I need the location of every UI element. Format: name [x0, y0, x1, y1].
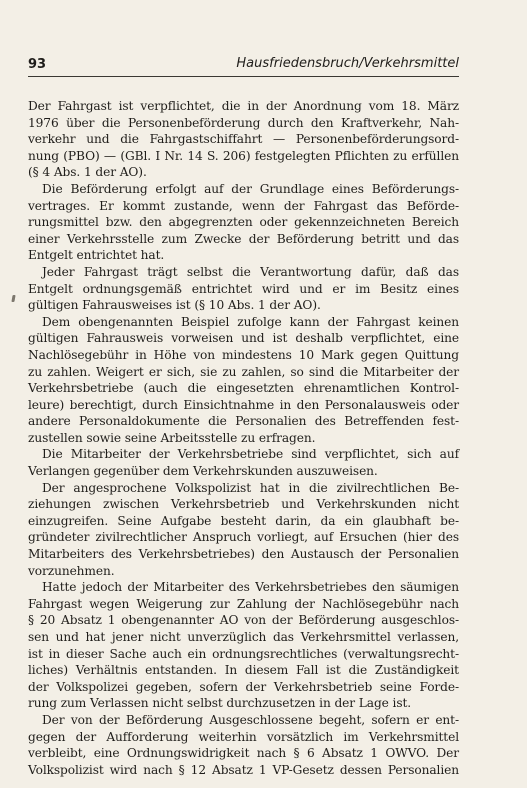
text-line: einzugreifen. Seine Aufgabe besteht darin, da ein glaubhaft be-	[28, 513, 459, 528]
text-line: 1976 über die Personenbeförderung durch den Kraftverkehr, Nah-	[28, 115, 459, 130]
text-line: ziehungen zwischen Verkehrsbetrieb und Verkehrskunden nicht	[28, 497, 459, 512]
paragraph	[28, 579, 459, 712]
text-line: Die Beförderung erfolgt auf der Grundlage eines Beförderungs-	[42, 181, 459, 196]
text-line: gültigen Fahrausweis vorweisen und ist deshalb verpflichtet, eine	[28, 331, 459, 346]
text-line: Dem obengenannten Beispiel zufolge kann der Fahrgast keinen	[42, 314, 459, 329]
text-line: Entgelt entrichtet hat.	[28, 248, 165, 263]
text-line: Fahrgast wegen Weigerung zur Zahlung der Nachlösegebühr nach	[28, 596, 459, 611]
paragraph	[28, 181, 459, 264]
text-line: sen und hat jener nicht unverzüglich das Verkehrsmittel verlassen,	[28, 630, 459, 644]
text-line: vorzunehmen.	[28, 563, 115, 578]
text-line: rungsmittel bzw. den abgegrenzten oder gekennzeichneten Bereich	[28, 215, 459, 230]
text-line: Die Mitarbeiter der Verkehrsbetriebe sind verpflichtet, sich auf	[42, 447, 459, 462]
text-line: einer Verkehrsstelle zum Zwecke der Beförderung betritt und das	[28, 231, 459, 246]
text-line: Hatte jedoch der Mitarbeiter des Verkehrsbetriebes den säumigen	[42, 580, 459, 595]
text-line: leure) berechtigt, durch Einsichtnahme in den Personalausweis oder	[28, 397, 459, 412]
page-number: 93	[28, 57, 47, 72]
paragraph	[28, 480, 459, 580]
text-line: zustellen sowie seine Arbeitsstelle zu erfragen.	[28, 430, 316, 445]
body-text	[28, 98, 459, 778]
paragraph	[28, 264, 459, 314]
text-line: nung (PBO) — (GBl. I Nr. 14 S. 206) festgelegten Pflichten zu erfüllen	[28, 148, 459, 163]
text-line: Verlangen gegenüber dem Verkehrskunden auszuweisen.	[28, 464, 378, 479]
text-line: gegen der Aufforderung weiterhin vorsätzlich im Verkehrsmittel	[28, 729, 459, 744]
paragraph	[28, 98, 459, 181]
text-line: Volkspolizist wird nach § 12 Absatz 1 VP-Gesetz dessen Personalien	[28, 762, 459, 777]
text-line: Der von der Beförderung Ausgeschlossene begeht, sofern er ent-	[42, 712, 459, 727]
margin-mark	[11, 295, 15, 302]
text-line: Nachlösegebühr in Höhe von mindestens 10 Mark gegen Quittung	[28, 347, 459, 362]
text-line: § 20 Absatz 1 obengenannter AO von der Beförderung ausgeschlos-	[28, 613, 459, 628]
text-line: verbleibt, eine Ordnungswidrigkeit nach § 6 Absatz 1 OWVO. Der	[28, 746, 459, 761]
text-line: Jeder Fahrgast trägt selbst die Verantwortung dafür, daß das	[42, 264, 459, 279]
text-line: vertrages. Er kommt zustande, wenn der Fahrgast das Beförde-	[28, 198, 459, 213]
text-line: ist in dieser Sache auch ein ordnungsrechtliches (verwaltungsrecht-	[28, 646, 459, 661]
text-line: Entgelt ordnungsgemäß entrichtet wird und er im Besitz eines	[28, 281, 459, 296]
text-line: Der Fahrgast ist verpflichtet, die in der Anordnung vom 18. März	[28, 99, 459, 113]
paragraph	[28, 446, 459, 479]
text-line: zu zahlen. Weigert er sich, sie zu zahlen, so sind die Mitarbeiter der	[28, 364, 459, 379]
text-line: andere Personaldokumente die Personalien des Betreffenden fest-	[28, 414, 459, 429]
text-line: gültigen Fahrausweises ist (§ 10 Abs. 1 der AO).	[28, 298, 321, 313]
text-line: Mitarbeiters des Verkehrsbetriebes) den Austausch der Personalien	[28, 547, 459, 562]
running-head	[28, 56, 459, 77]
text-line: rung zum Verlassen nicht selbst durchzusetzen in der Lage ist.	[28, 696, 412, 711]
section-title: Hausfriedensbruch/Verkehrsmittel	[236, 56, 459, 71]
paragraph	[28, 314, 459, 447]
text-line: verkehr und die Fahrgastschiffahrt — Personenbeförderungsord-	[28, 132, 459, 147]
text-line: gründeter zivilrechtlicher Anspruch vorliegt, auf Ersuchen (hier des	[28, 530, 459, 545]
paragraph	[28, 712, 459, 778]
text-line: liches) Verhältnis entstanden. In diesem Fall ist die Zuständigkeit	[28, 663, 459, 678]
text-line: Der angesprochene Volkspolizist hat in die zivilrechtlichen Be-	[42, 480, 459, 495]
text-line: Verkehrsbetriebe (auch die eingesetzten ehrenamtlichen Kontrol-	[28, 381, 459, 396]
text-line: (§ 4 Abs. 1 der AO).	[28, 165, 147, 180]
text-line: der Volkspolizei gegeben, sofern der Verkehrsbetrieb seine Forde-	[28, 679, 459, 694]
